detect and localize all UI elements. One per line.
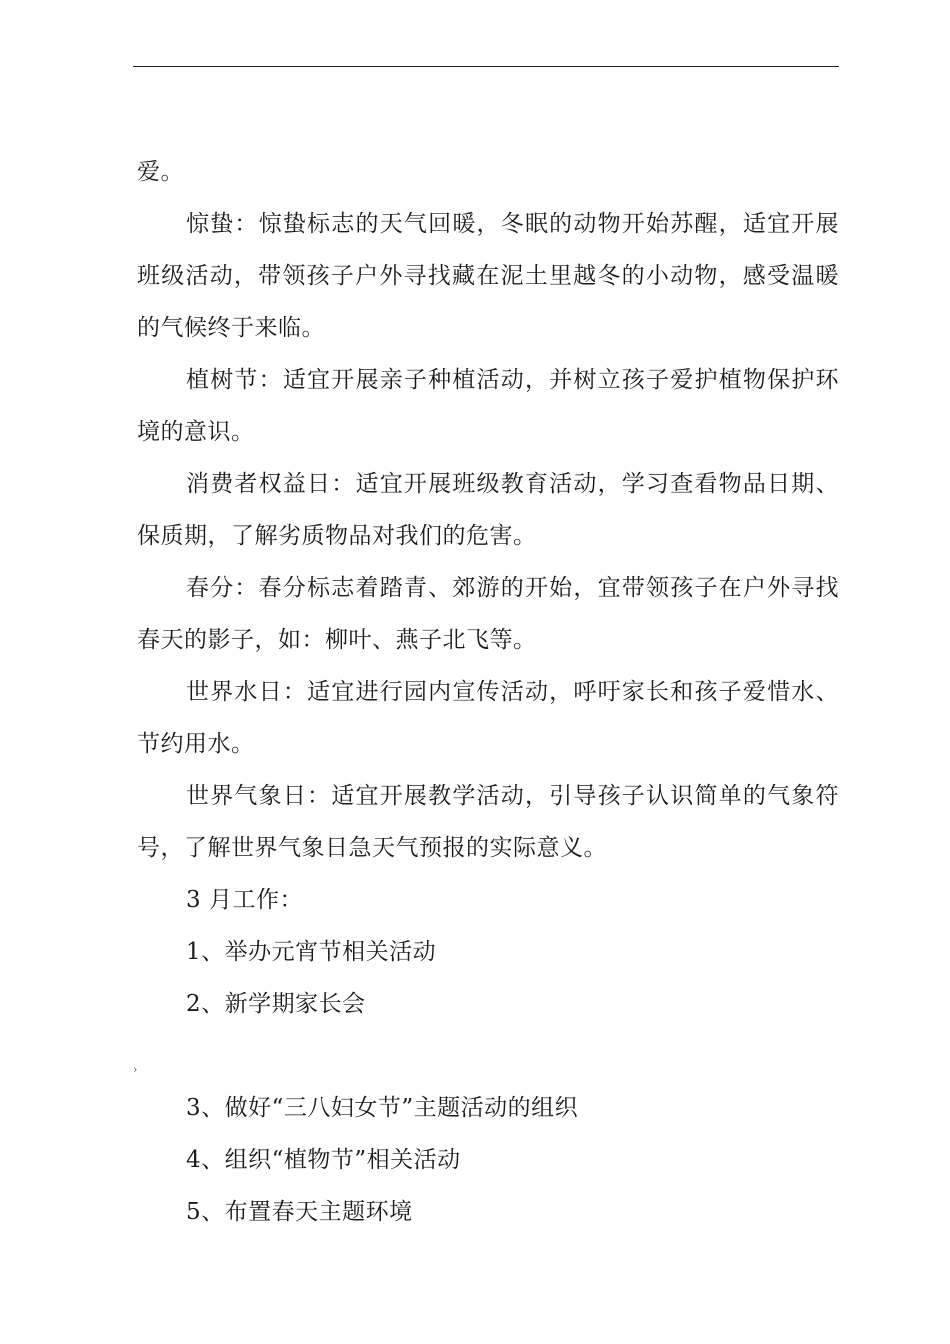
list-item: 5、布置春天主题环境: [186, 1199, 413, 1225]
stray-mark: ›: [133, 1063, 138, 1076]
list-item: 1、举办元宵节相关活动: [186, 939, 437, 965]
list-item: 4、组织“植物节”相关活动: [186, 1147, 461, 1173]
list-item: 3、做好“三八妇女节”主题活动的组织: [186, 1095, 579, 1121]
continuation-text: 爱。: [137, 159, 184, 185]
paragraph-arbor-day: 植树节：适宜开展亲子种植活动，并树立孩子爱护植物保护环境的意识。: [137, 367, 839, 445]
page-gap: [133, 1030, 839, 1082]
paragraph-consumer-day: 消费者权益日：适宜开展班级教育活动，学习查看物品日期、保质期，了解劣质物品对我们的危害。: [137, 471, 839, 549]
header-rule: [133, 66, 839, 67]
section-title: 3 月工作：: [186, 887, 303, 913]
document-body: [133, 146, 839, 1238]
list-item: 2、新学期家长会: [186, 991, 366, 1017]
paragraph-jingzhe: 惊蛰：惊蛰标志的天气回暖，冬眠的动物开始苏醒，适宜开展班级活动，带领孩子户外寻找藏在泥土里越冬的小动物，感受温暖的气候终于来临。: [137, 211, 839, 341]
paragraph-spring-equinox: 春分：春分标志着踏青、郊游的开始，宜带领孩子在户外寻找春天的影子，如：柳叶、燕子北飞等。: [137, 575, 839, 653]
paragraph-meteorological-day: 世界气象日：适宜开展教学活动，引导孩子认识简单的气象符号，了解世界气象日急天气预报的实际意义。: [137, 783, 839, 861]
paragraph-water-day: 世界水日：适宜进行园内宣传活动，呼吁家长和孩子爱惜水、节约用水。: [137, 679, 839, 757]
